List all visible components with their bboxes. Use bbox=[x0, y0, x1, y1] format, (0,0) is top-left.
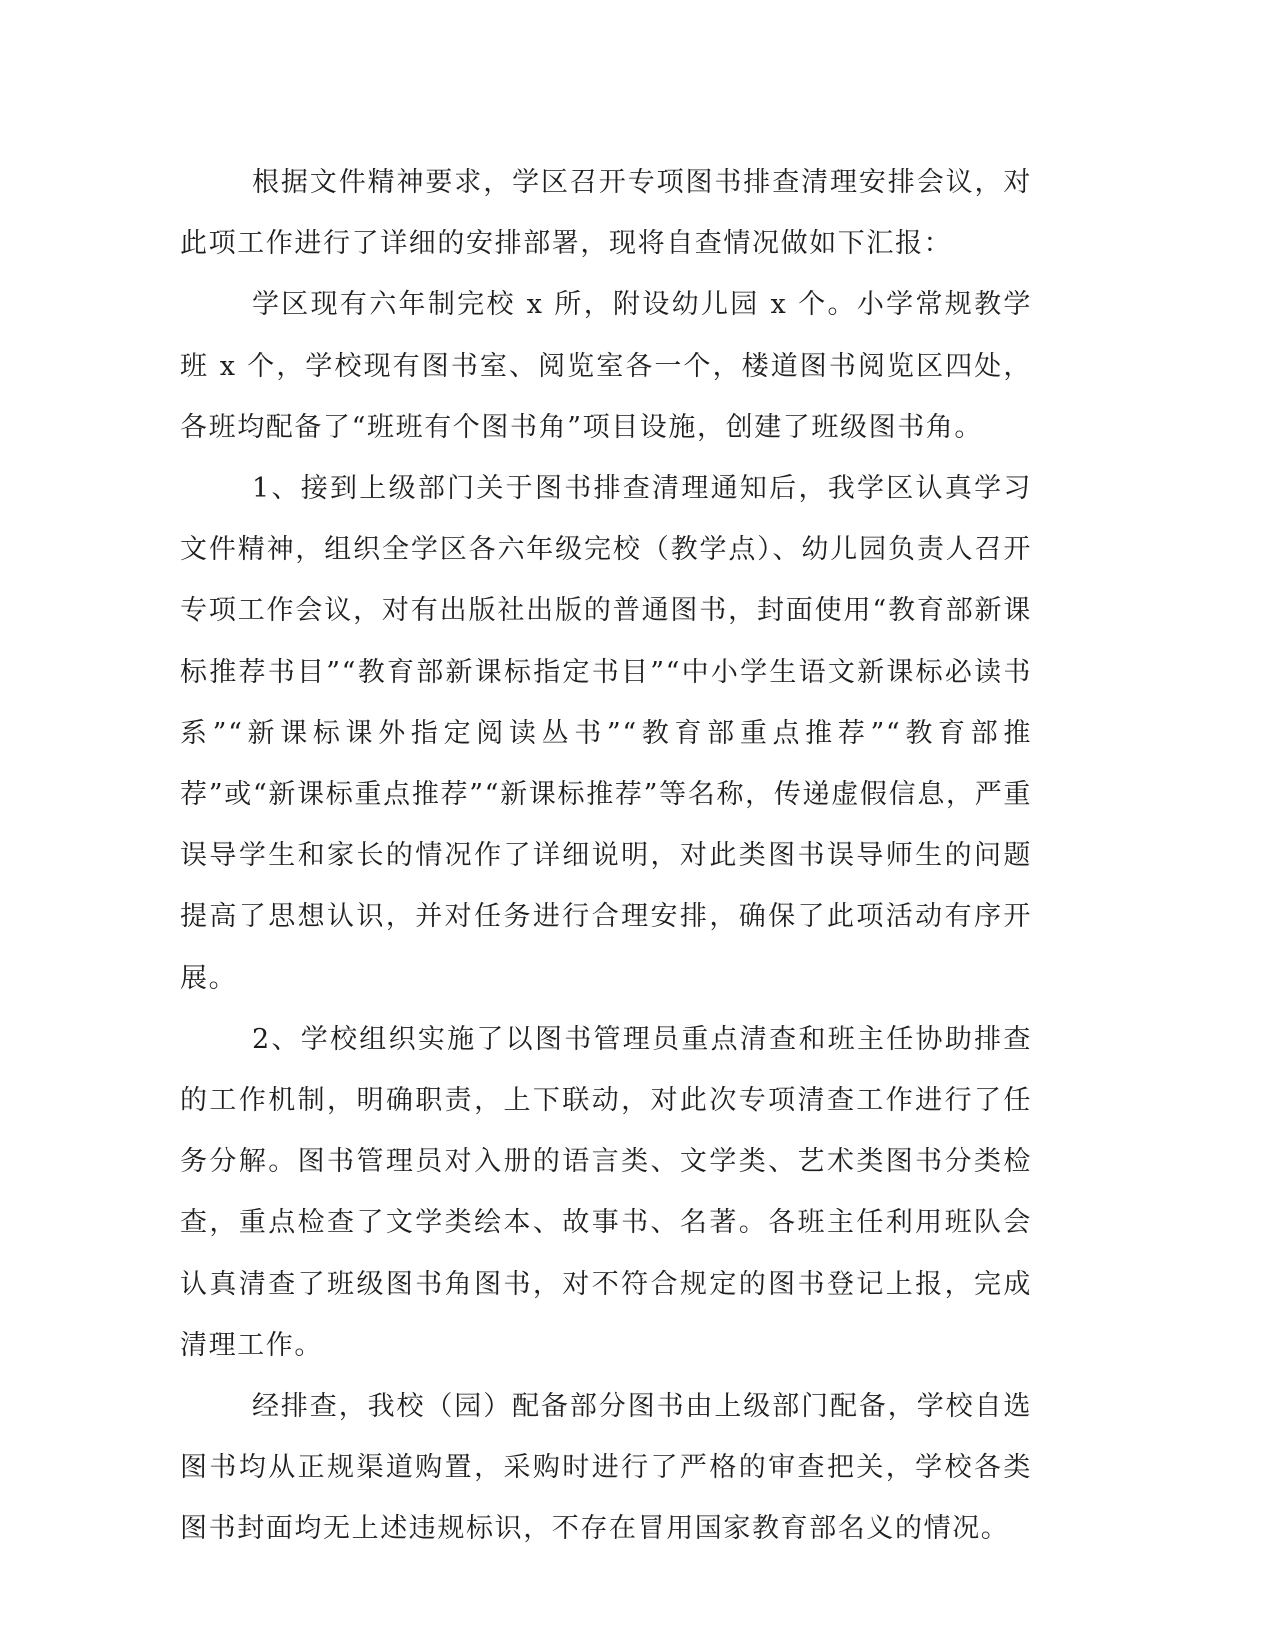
paragraph-overview: 学区现有六年制完校 x 所，附设幼儿园 x 个。小学常规教学班 x 个，学校现有图书室、阅览室各一个，楼道图书阅览区四处，各班均配备了“班班有个图书角”项目设施，创建了班级图书角。 bbox=[180, 289, 1032, 443]
paragraph-conclusion: 经排查，我校（园）配备部分图书由上级部门配备，学校自选图书均从正规渠道购置，采购时进行了严格的审查把关，学校各类图书封面均无上述违规标识，不存在冒用国家教育部名义的情况。 bbox=[180, 1391, 1032, 1545]
paragraph-item-1: 1、接到上级部门关于图书排查清理通知后，我学区认真学习文件精神，组织全学区各六年级完校（教学点）、幼儿园负责人召开专项工作会议，对有出版社出版的普通图书，封面使用“教育部新课标推荐书目”“教育部新课标指定书目”“中小学生语文新课标必读书系”“新课标课外指定阅读丛书”“教育部重点推荐”“教育部推荐”或“新课标重点推荐”“新课标推荐”等名称，传递虚假信息，严重误导学生和家长的情况作了详细说明，对此类图书误导师生的问题提高了思想认识，并对任务进行合理安排，确保了此项活动有序开展。 bbox=[180, 473, 1032, 994]
paragraph-item-2: 2、学校组织实施了以图书管理员重点清查和班主任协助排查的工作机制，明确职责，上下联动，对此次专项清查工作进行了任务分解。图书管理员对入册的语言类、文学类、艺术类图书分类检查，重点检查了文学类绘本、故事书、名著。各班主任利用班队会认真清查了班级图书角图书，对不符合规定的图书登记上报，完成清理工作。 bbox=[180, 1023, 1032, 1361]
paragraph-intro: 根据文件精神要求，学区召开专项图书排查清理安排会议，对此项工作进行了详细的安排部署，现将自查情况做如下汇报： bbox=[180, 167, 1032, 260]
document-body bbox=[180, 152, 1032, 1560]
